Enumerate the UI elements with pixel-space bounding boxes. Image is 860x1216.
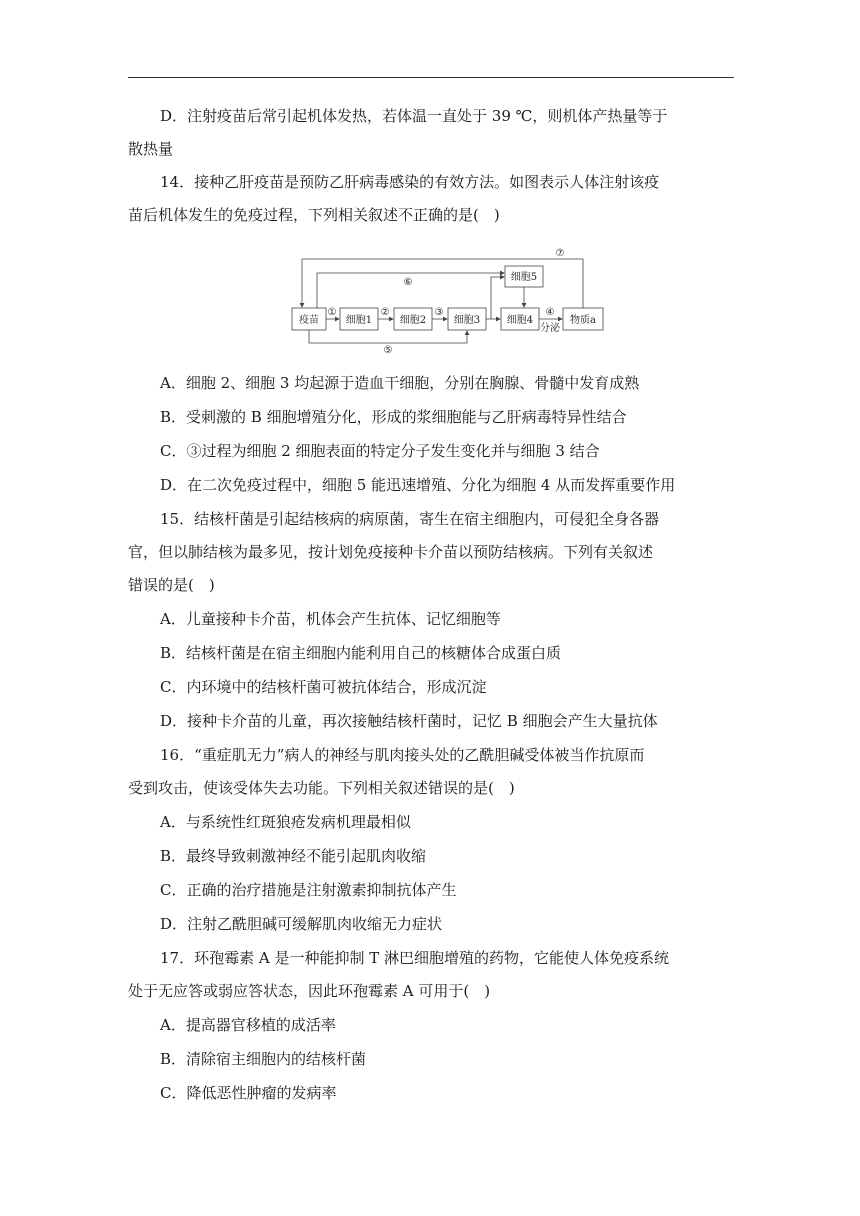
- arrow-5: [309, 330, 467, 343]
- svg-text:细胞4: 细胞4: [506, 315, 534, 326]
- text-line: 散热量: [128, 140, 174, 158]
- text-line: B．结核杆菌是在宿主细胞内能利用自己的核糖体合成蛋白质: [160, 644, 562, 662]
- text-line: D．注射乙酰胆碱可缓解肌肉收缩无力症状: [160, 915, 443, 933]
- svg-text:细胞5: 细胞5: [510, 272, 538, 283]
- text-line: D．接种卡介苗的儿童，再次接触结核杆菌时，记忆 B 细胞会产生大量抗体: [160, 712, 658, 730]
- text-line: C．内环境中的结核杆菌可被抗体结合，形成沉淀: [160, 678, 487, 696]
- box-cell2: [394, 308, 432, 330]
- header-rule: [128, 77, 734, 78]
- svg-text:物质a: 物质a: [570, 315, 596, 326]
- box-substance-a: [563, 308, 603, 330]
- text-line: B．受刺激的 B 细胞增殖分化，形成的浆细胞能与乙肝病毒特异性结合: [160, 408, 627, 426]
- text-line: D．注射疫苗后常引起机体发热，若体温一直处于 39 ℃，则机体产热量等于: [160, 107, 668, 125]
- text-line: A．细胞 2、细胞 3 均起源于造血干细胞，分别在胸腺、骨髓中发育成熟: [160, 374, 640, 392]
- step-3-label: ③: [434, 307, 444, 318]
- box-cell4: [501, 308, 539, 330]
- text-line: 15．结核杆菌是引起结核病的病原菌，寄生在宿主细胞内，可侵犯全身各器: [160, 510, 660, 528]
- step-2-label: ②: [380, 307, 390, 318]
- text-line: 官，但以肺结核为最多见，按计划免疫接种卡介苗以预防结核病。下列有关叙述: [128, 543, 654, 561]
- step-7-label: ⑦: [555, 248, 565, 259]
- text-line: 错误的是( ): [128, 576, 215, 594]
- box-cell3: [448, 308, 486, 330]
- text-line: 苗后机体发生的免疫过程，下列相关叙述不正确的是( ): [128, 206, 500, 224]
- box-cell5: [505, 266, 543, 287]
- text-line: C．③过程为细胞 2 细胞表面的特定分子发生变化并与细胞 3 结合: [160, 442, 600, 460]
- text-line: 17．环孢霉素 A 是一种能抑制 T 淋巴细胞增殖的药物，它能使人体免疫系统: [160, 949, 669, 967]
- immune-process-diagram: [288, 245, 614, 355]
- text-line: A．与系统性红斑狼疮发病机理最相似: [160, 813, 411, 831]
- step-1-label: ①: [327, 307, 337, 318]
- text-line: D．在二次免疫过程中，细胞 5 能迅速增殖、分化为细胞 4 从而发挥重要作用: [160, 476, 676, 494]
- box-cell1: [340, 308, 378, 330]
- text-line: A．提高器官移植的成活率: [160, 1016, 336, 1034]
- svg-text:细胞3: 细胞3: [453, 315, 481, 326]
- box-vaccine: [292, 308, 326, 330]
- svg-text:疫苗: 疫苗: [299, 315, 319, 326]
- text-line: A．儿童接种卡介苗，机体会产生抗体、记忆细胞等: [160, 610, 501, 628]
- secrete-label: 分泌: [540, 323, 560, 334]
- text-line: C．正确的治疗措施是注射激素抑制抗体产生: [160, 881, 457, 899]
- step-5-label: ⑤: [383, 345, 393, 355]
- step-4-label: ④: [545, 307, 555, 318]
- text-line: B．最终导致刺激神经不能引起肌肉收缩: [160, 847, 427, 865]
- text-line: 处于无应答或弱应答状态，因此环孢霉素 A 可用于( ): [128, 982, 491, 1000]
- text-line: 受到攻击，使该受体失去功能。下列相关叙述错误的是( ): [128, 779, 515, 797]
- svg-text:细胞2: 细胞2: [399, 315, 427, 326]
- text-line: C．降低恶性肿瘤的发病率: [160, 1084, 337, 1102]
- text-line: B．清除宿主细胞内的结核杆菌: [160, 1050, 367, 1068]
- svg-text:细胞1: 细胞1: [345, 315, 373, 326]
- step-6-label: ⑥: [403, 277, 413, 288]
- text-line: 16．“重症肌无力”病人的神经与肌肉接头处的乙酰胆碱受体被当作抗原而: [160, 746, 645, 764]
- text-line: 14．接种乙肝疫苗是预防乙肝病毒感染的有效方法。如图表示人体注射该疫: [160, 173, 660, 191]
